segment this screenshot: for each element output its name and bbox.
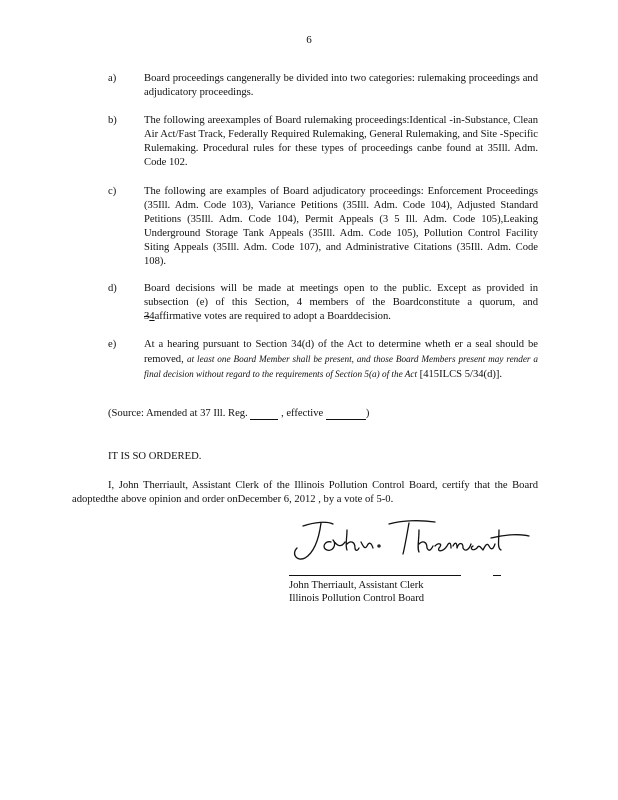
signature-graphic: [285, 512, 535, 572]
effective-date-blank: [326, 408, 366, 420]
item-text-part: Board decisions will be made at meetings open to the public. Except as provided in subsection (e) of this Section, 4 members of the Boardconstitute a quorum, and: [144, 283, 538, 308]
source-mid: , effective: [281, 408, 324, 419]
order-statement: IT IS SO ORDERED.: [108, 451, 202, 462]
signature-line: [289, 575, 461, 576]
item-text: [144, 282, 538, 324]
source-note: [108, 408, 369, 420]
item-label: a): [108, 73, 117, 84]
item-text: The following areexamples of Board rulemaking proceedings:Identical -in-Substance, Clean Air Act/Fast Track, Federally Required Rulemaking, General Rulemaking, and Site -Specific Rulemaking. Procedural rules for these types of proceedings canbe found at 35Ill. Adm. Code 102.: [144, 115, 538, 168]
signature-line-mark: [493, 575, 501, 576]
signer-block: [289, 579, 424, 605]
item-text-part: [415ILCS 5/34(d)].: [417, 369, 503, 380]
item-label: e): [108, 339, 117, 350]
page-number: 6: [306, 34, 312, 46]
item-label: b): [108, 115, 117, 126]
statutory-quote: at least one Board Member shall be present, and those Board Members present may render a final decision without regard to the requirements of Section 5(a) of the Act: [144, 354, 538, 379]
item-text: [144, 338, 538, 382]
item-text: Board proceedings cangenerally be divided into two categories: rulemaking proceedings and adjudicatory proceedings.: [144, 73, 538, 98]
item-text: The following are examples of Board adjudicatory proceedings: Enforcement Proceedings (35Ill. Adm. Code 103), Variance Petitions (35Ill. Adm. Code 104), Adjusted Standard Petitions (35Ill. Adm. Code 104), Permit Appeals (3 5 Ill. Adm. Code 105),Leaking Underground Storage Tank Appeals (35Ill. Adm. Code 105), Pollution Control Facility Siting Appeals (35Ill. Adm. Code 107), and Administrative Citations (35Ill. Adm. Code 108).: [144, 186, 538, 267]
register-blank: [250, 408, 278, 420]
inserted-text: 4: [149, 311, 155, 322]
signer-organization: Illinois Pollution Control Board: [289, 593, 425, 604]
item-label: c): [108, 186, 117, 197]
struck-text: 3: [144, 311, 150, 322]
signer-name: John Therriault, Assistant Clerk: [289, 580, 424, 591]
item-text-part: affirmative votes are required to adopt a Boarddecision.: [154, 311, 391, 322]
source-suffix: ): [365, 408, 370, 419]
item-label: d): [108, 283, 117, 294]
certification-paragraph: I, John Therriault, Assistant Clerk of the Illinois Pollution Control Board, certify that the Board adoptedthe above opinion and order onDecember 6, 2012 , by a vote of 5-0.: [72, 480, 538, 505]
handwritten-signature: [285, 512, 535, 572]
source-prefix: (Source: Amended at 37 Ill. Reg.: [108, 408, 248, 419]
item-text-part: At a hearing pursuant to Section 34(d) of the Act to determine wheth er a seal should be removed,: [144, 339, 538, 365]
